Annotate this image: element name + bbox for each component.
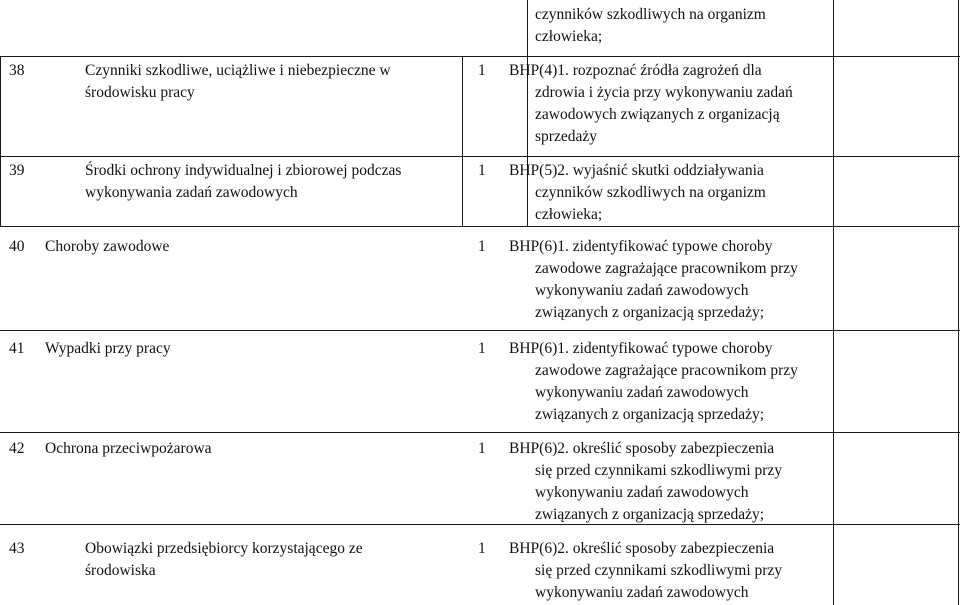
effect-text: [509, 338, 798, 426]
text-line: związanych z organizacją sprzedaży;: [535, 304, 765, 321]
text-line: wykonywaniu zadań zawodowych: [535, 484, 749, 501]
topic-text: Wypadki przy pracy: [45, 340, 171, 357]
table-border-right: [958, 0, 959, 605]
topic-text: [85, 160, 401, 204]
text-line: BHP(6)2. określić sposoby zabezpieczenia: [509, 440, 775, 457]
hours-value: 1: [478, 440, 486, 457]
table-border-col2: [462, 56, 463, 226]
text-line: zdrowia i życia przy wykonywaniu zadań: [535, 84, 793, 101]
topic-text: [85, 538, 363, 582]
row-separator: [0, 156, 960, 157]
hours-value: 1: [478, 62, 486, 79]
effect-text: [535, 4, 766, 48]
text-line: środowiska: [85, 562, 156, 579]
table-border-col3: [527, 0, 528, 56]
text-line: się przed czynnikami szkodliwymi przy: [535, 562, 783, 579]
row-number: 38: [9, 62, 25, 79]
text-line: wykonywaniu zadań zawodowych: [535, 584, 749, 601]
text-line: BHP(6)1. zidentyfikować typowe choroby: [509, 340, 773, 357]
row-separator: [0, 432, 960, 433]
text-line: sprzedaży: [535, 128, 597, 145]
text-line: wykonywaniu zadań zawodowych: [535, 282, 749, 299]
topic-text: [85, 60, 391, 104]
text-line: człowieka;: [535, 28, 603, 45]
hours-value: 1: [478, 540, 486, 557]
table-border-left: [0, 56, 1, 226]
text-line: wykonywania zadań zawodowych: [85, 184, 298, 201]
text-line: się przed czynnikami szkodliwymi przy: [535, 462, 783, 479]
text-line: BHP(6)2. określić sposoby zabezpieczenia: [509, 540, 775, 557]
text-line: czynników szkodliwych na organizm: [535, 184, 766, 201]
topic-text: Choroby zawodowe: [45, 238, 170, 255]
topic-text: Ochrona przeciwpożarowa: [45, 440, 212, 457]
text-line: zawodowe zagrażające pracownikom przy: [535, 362, 798, 379]
text-line: związanych z organizacją sprzedaży;: [535, 506, 765, 523]
hours-value: 1: [478, 340, 486, 357]
text-line: wykonywaniu zadań zawodowych: [535, 384, 749, 401]
text-line: BHP(6)1. zidentyfikować typowe choroby: [509, 238, 773, 255]
effect-text: [509, 236, 798, 324]
row-number: 41: [9, 340, 25, 357]
text-line: zawodowe zagrażające pracownikom przy: [535, 260, 798, 277]
text-line: Obowiązki przedsiębiorcy korzystającego ze: [85, 540, 363, 557]
row-separator: [0, 226, 960, 227]
row-number: 39: [9, 162, 25, 179]
text-line: Czynniki szkodliwe, uciążliwe i niebezpieczne w: [85, 62, 391, 79]
row-number: 43: [9, 540, 25, 557]
row-separator: [0, 56, 960, 57]
row-separator: [0, 524, 960, 525]
hours-value: 1: [478, 162, 486, 179]
text-line: czynników szkodliwych na organizm: [535, 6, 766, 23]
text-line: Środki ochrony indywidualnej i zbiorowej podczas: [85, 162, 402, 179]
text-line: człowieka;: [535, 206, 603, 223]
row-separator: [0, 330, 960, 331]
effect-text: [509, 60, 793, 148]
row-number: 40: [9, 238, 25, 255]
hours-value: 1: [478, 238, 486, 255]
text-line: BHP(5)2. wyjaśnić skutki oddziaływania: [509, 162, 764, 179]
text-line: związanych z organizacją sprzedaży;: [535, 406, 765, 423]
table-border-col5: [833, 0, 834, 605]
effect-text: [509, 538, 782, 604]
text-line: zawodowych związanych z organizacją: [535, 106, 780, 123]
row-number: 42: [9, 440, 25, 457]
text-line: BHP(4)1. rozpoznać źródła zagrożeń dla: [509, 62, 762, 79]
effect-text: [509, 438, 782, 526]
effect-text: [509, 160, 766, 226]
text-line: środowisku pracy: [85, 84, 195, 101]
